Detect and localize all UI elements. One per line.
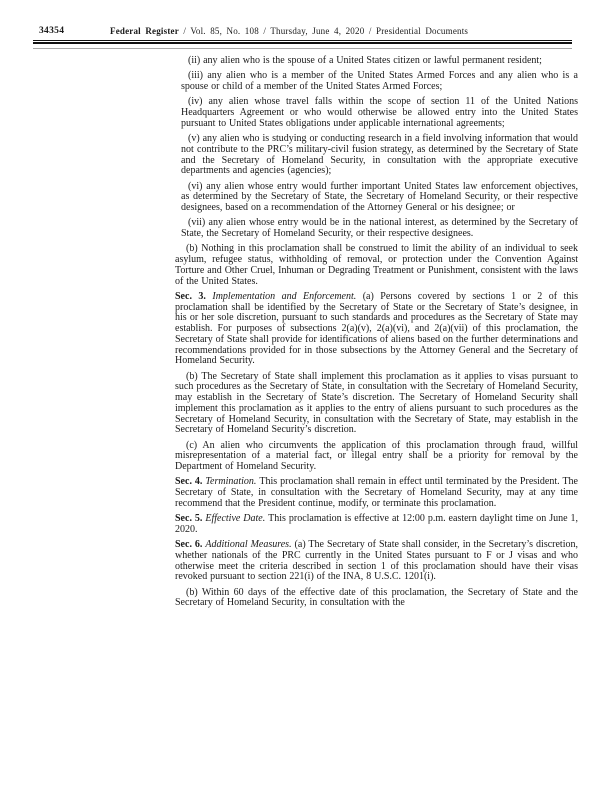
journal-citation (110, 26, 468, 36)
section-label: Sec. 6. (175, 539, 206, 550)
paragraph: (iv) any alien whose travel falls within the scope of section 11 of the United Nations Headquarters Agreement or who would otherwise be allowed entry into the United States pursuant to United States obligations under applicable international agreements; (181, 96, 578, 129)
paragraph: (c) An alien who circumvents the application of this proclamation through fraud, willful misrepresentation of a material fact, or illegal entry shall be a priority for removal by the Department of Homeland Security. (175, 439, 578, 472)
paragraph: (b) Within 60 days of the effective date of this proclamation, the Secretary of State and the Secretary of Homeland Security, in consultation with the (175, 586, 578, 609)
paragraph: (v) any alien who is studying or conducting research in a field involving information that would not contribute to the PRC’s military-civil fusion strategy, as determined by the Secretary of State and the Secretary of Homeland Security, in consultation with the appropriate executive departments and agencies (agencies); (181, 133, 578, 177)
paragraph: (b) Nothing in this proclamation shall be construed to limit the ability of an individual to seek asylum, refugee status, withholding of removal, or protection under the Convention Against Torture and Other Cruel, Inhuman or Degrading Treatment or Punishment, consistent with the laws of the United States. (175, 243, 578, 287)
paragraph: Sec. 3. Implementation and Enforcement. (a) Persons covered by sections 1 or 2 of this proclamation shall be identified by the Secretary of State or the Secretary of State’s designee, in his or her sole discretion, pursuant to such standards and procedures as the Secretary of State may establish. For purposes of subsections 2(a)(v), 2(a)(vi), and 2(a)(vii) of this proclamation, the Secretary of State shall provide for identifications of aliens based on the further determinations and recommendations provided for in those subsections by the Attorney General and the Secretary of Homeland Security. (175, 290, 578, 367)
paragraph: (ii) any alien who is the spouse of a United States citizen or lawful permanent resident; (188, 55, 542, 66)
header-rule-thick (33, 42, 572, 45)
page-number: 34354 (39, 26, 65, 36)
paragraph: Sec. 4. Termination. This proclamation shall remain in effect until terminated by the President. The Secretary of State, in consultation with the Secretary of Homeland Security, may at any time recommend that the President continue, modify, or terminate this proclamation. (175, 476, 578, 509)
header-rule-thin (33, 40, 572, 41)
section-label: Sec. 4. (175, 476, 206, 488)
paragraph: Sec. 6. Additional Measures. (a) The Secretary of State shall consider, in the Secretary’s discretion, whether nationals of the PRC currently in the United States pursuant to F or J visas and who otherwise meet the criteria described in section 1 of this proclamation should have their visas revoked pursuant to section 221(i) of the INA, 8 U.S.C. 1201(i). (175, 539, 578, 583)
document-body (175, 56, 578, 614)
journal-name: Federal Register (110, 26, 179, 36)
section-title: Additional Measures. (205, 539, 295, 550)
paragraph: (iii) any alien who is a member of the United States Armed Forces and any alien who is a spouse or child of a member of the United States Armed Forces; (181, 70, 578, 92)
section-title: Effective Date. (205, 513, 269, 524)
paragraph: (vii) any alien whose entry would be in the national interest, as determined by the Secretary of State, the Secretary of Homeland Security, or their respective designees. (181, 217, 578, 239)
page-header (0, 26, 606, 40)
paragraph: Sec. 5. Effective Date. This proclamation is effective at 12:00 p.m. eastern daylight time on June 1, 2020. (175, 513, 578, 535)
section-label: Sec. 3. (175, 290, 213, 302)
section-title: Termination. (205, 476, 260, 488)
journal-issue-info: / Vol. 85, No. 108 / Thursday, June 4, 2020 / Presidential Documents (178, 26, 469, 36)
header-rule-gray (33, 48, 572, 50)
section-label: Sec. 5. (175, 513, 206, 524)
paragraph: (b) The Secretary of State shall implement this proclamation as it applies to visas pursuant to such procedures as the Secretary of State, in consultation with the Secretary of Homeland Security, may establish in the Secretary of State’s discretion. The Secretary of Homeland Security shall implement this proclamation as it applies to the entry of aliens pursuant to such procedures as the Secretary of Homeland Security, in consultation with the Secretary of State, may establish in the Secretary of Homeland Security’s discretion. (175, 370, 578, 436)
paragraph: (vi) any alien whose entry would further important United States law enforcement objectives, as determined by the Secretary of State, the Secretary of Homeland Security, or their respective designees, based on a recommendation of the Attorney General or his designee; or (181, 180, 578, 213)
section-title: Implementation and Enforcement. (212, 290, 363, 302)
